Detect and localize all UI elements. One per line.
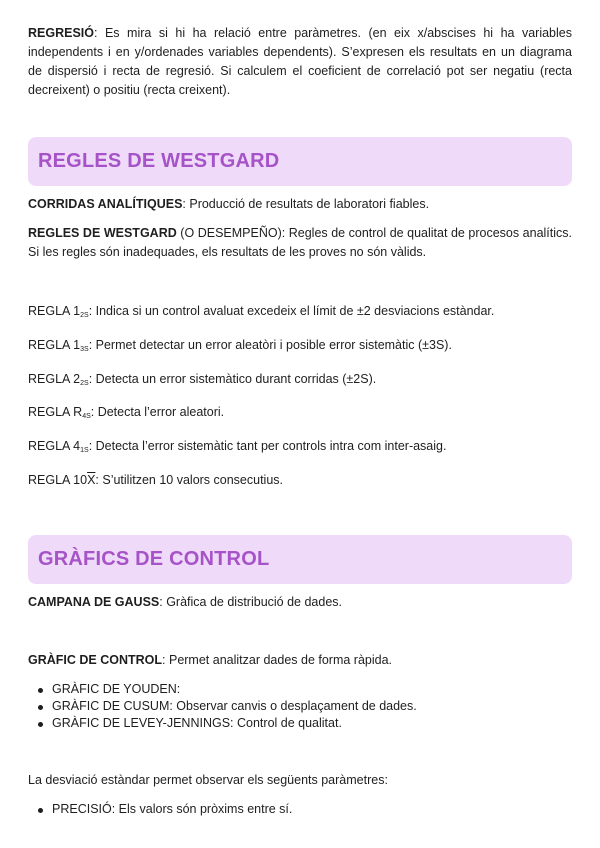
grafic-paragraph bbox=[28, 651, 572, 670]
campana-paragraph bbox=[28, 593, 572, 612]
rule-label: REGLA 1 bbox=[28, 338, 81, 352]
desviacio-paragraph bbox=[28, 771, 572, 790]
rule-item bbox=[28, 437, 572, 460]
corridas-term: CORRIDAS ANALÍTIQUES bbox=[28, 197, 183, 211]
list-item: GRÀFIC DE YOUDEN: bbox=[52, 681, 417, 698]
rule-label: REGLA 10 bbox=[28, 473, 88, 487]
campana-term: CAMPANA DE GAUSS bbox=[28, 595, 160, 609]
params-list bbox=[28, 801, 292, 818]
regressio-term: REGRESIÓ bbox=[28, 26, 94, 40]
rule-item bbox=[28, 302, 572, 325]
rule-text: : Detecta l’error sistemàtic tant per controls intra com inter-asaig. bbox=[88, 439, 447, 453]
rule-text: : Detecta un error sistemàtico durant corridas (±2S). bbox=[88, 372, 377, 386]
rule-item bbox=[28, 403, 572, 426]
grafic-list bbox=[28, 681, 417, 732]
rule-label: REGLA R bbox=[28, 405, 83, 419]
list-item: GRÀFIC DE LEVEY-JENNINGS: Control de qualitat. bbox=[52, 715, 417, 732]
rule-item bbox=[28, 370, 572, 393]
rule-text: : S’utilitzen 10 valors consecutius. bbox=[95, 473, 284, 487]
rule-label: REGLA 2 bbox=[28, 372, 81, 386]
desviacio-text: La desviació estàndar permet observar els següents paràmetres: bbox=[28, 773, 388, 787]
grafic-text: : Permet analitzar dades de forma ràpida. bbox=[162, 653, 393, 667]
regles-paragraph bbox=[28, 224, 572, 262]
rule-text: : Permet detectar un error aleatòri i posible error sistemàtic (±3S). bbox=[88, 338, 452, 352]
x-bar-symbol: $\overline{X}$ bbox=[87, 473, 96, 487]
regles-text: (O DESEMPEÑO): Regles de control de qualitat de procesos analítics. Si les regles són inadequades, els resultats de les proves no són vàlids. bbox=[28, 226, 572, 259]
rule-label: REGLA 4 bbox=[28, 439, 81, 453]
rule-label: REGLA 1 bbox=[28, 304, 81, 318]
list-item: PRECISIÓ: Els valors són pròxims entre sí. bbox=[52, 802, 293, 816]
rule-text: : Detecta l’error aleatori. bbox=[90, 405, 225, 419]
grafic-term: GRÀFIC DE CONTROL bbox=[28, 653, 163, 667]
section-heading-westgard bbox=[28, 137, 572, 186]
corridas-paragraph bbox=[28, 195, 572, 214]
rule-subscript: 2S bbox=[80, 312, 89, 319]
rule-item bbox=[28, 336, 572, 359]
campana-text: : Gràfica de distribució de dades. bbox=[159, 595, 343, 609]
section-title: REGLES DE WESTGARD bbox=[38, 150, 280, 172]
rule-text: : Indica si un control avaluat excedeix el límit de ±2 desviacions estàndar. bbox=[88, 304, 495, 318]
rule-subscript: 2S bbox=[80, 380, 89, 387]
corridas-text: : Producció de resultats de laboratori fiables. bbox=[182, 197, 430, 211]
rule-item bbox=[28, 471, 572, 489]
regressio-paragraph bbox=[28, 24, 572, 100]
section-title: GRÀFICS DE CONTROL bbox=[38, 548, 270, 570]
rule-subscript: 4S bbox=[82, 413, 91, 420]
section-heading-control bbox=[28, 535, 572, 584]
regressio-text: : Es mira si hi ha relació entre paràmetres. (en eix x/abscises hi ha variables independents i en y/ordenades variables dependents). S’expresen els resultats en un diagrama de dispersió i recta de regresió. Si calculem el coeficient de correlació pot ser negatiu (recta decreixent) o positiu (recta creixent). bbox=[28, 26, 572, 97]
list-item: GRÀFIC DE CUSUM: Observar canvis o desplaçament de dades. bbox=[52, 699, 417, 713]
rule-subscript: 3S bbox=[80, 346, 89, 353]
regles-term: REGLES DE WESTGARD bbox=[28, 226, 177, 240]
rule-subscript: 1S bbox=[80, 447, 89, 454]
